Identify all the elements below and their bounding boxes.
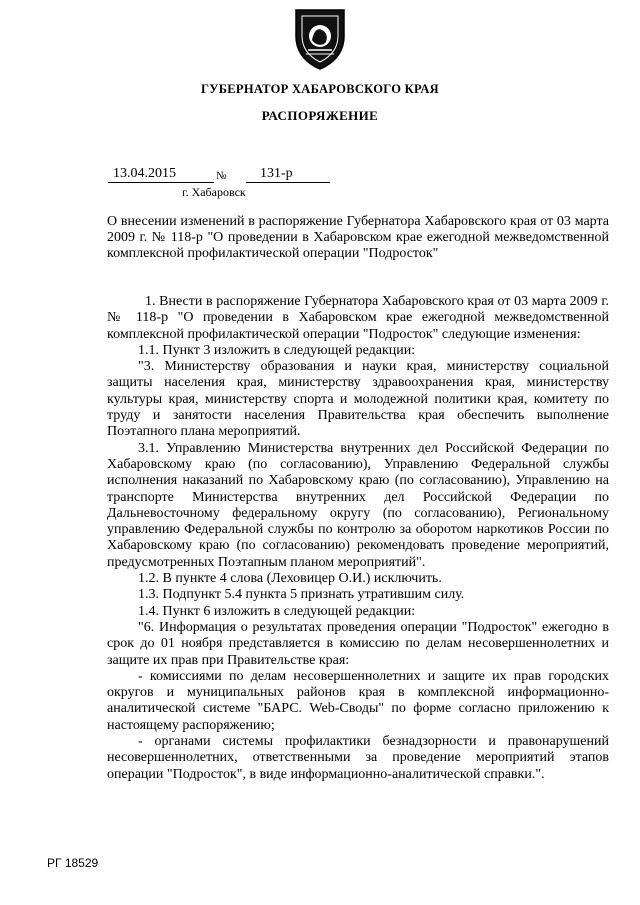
document-city: г. Хабаровск xyxy=(182,185,246,199)
document-number: 131-р xyxy=(246,166,330,183)
footer-registry-code: РГ 18529 xyxy=(47,856,99,870)
paragraph-1: 1. Внести в распоряжение Губернатора Хабаровского края от 03 марта 2009 г. № 118-р "О проведении в Хабаровском крае ежегодной межведомственной комплексной профилактической операции "Подросток" следующие изменения: xyxy=(107,294,609,342)
paragraph-1-2: 1.2. В пункте 4 слова (Леховицер О.И.) исключить. xyxy=(138,571,442,587)
paragraph-point-6: "6. Информация о результатах проведения операции "Подросток" ежегодно в срок до 01 ноября представляется в комиссию по делам несовершеннолетних и защите их прав при Правительстве края: xyxy=(107,619,609,668)
coat-of-arms-emblem xyxy=(288,6,352,72)
number-sign: № xyxy=(216,170,227,182)
document-date: 13.04.2015 xyxy=(108,166,214,183)
document-type-title: РАСПОРЯЖЕНИЕ xyxy=(261,108,379,123)
paragraph-1-1: 1.1. Пункт 3 изложить в следующей редакции: xyxy=(138,342,416,358)
paragraph-point-6-item-2: - органами системы профилактики безнадзорности и правонарушений несовершеннолетних, ответственными за проведение мероприятий этапов операции "Подросток", в виде информационно-аналитической справки.". xyxy=(107,734,609,782)
paragraph-1-4: 1.4. Пункт 6 изложить в следующей редакции: xyxy=(138,603,416,619)
paragraph-1-3: 1.3. Подпункт 5.4 пункта 5 признать утратившим силу. xyxy=(138,587,465,603)
document-body xyxy=(107,294,609,783)
authority-title: ГУБЕРНАТОР ХАБАРОВСКОГО КРАЯ xyxy=(200,82,440,96)
paragraph-point-6-item-1: - комиссиями по делам несовершеннолетних и защите их прав городских округов и муниципальных районов края в комплексной информационно-аналитической системе "БАРС. Web-Своды" по форме согласно приложению к настоящему распоряжению; xyxy=(107,668,609,733)
paragraph-point-3-1: 3.1. Управлению Министерства внутренних дел Российской Федерации по Хабаровскому краю (по согласованию), Управлению Федеральной службы исполнения наказаний по Хабаровскому краю (по согласованию), Управлению на транспорте Министерства внутренних дел Российской Федерации по Дальневосточному федеральному округу (по согласованию), Региональному управлению Федеральной службы по контролю за оборотом наркотиков России по Хабаровскому краю (по согласованию) рекомендовать проведение мероприятий, предусмотренных Поэтапным планом мероприятий". xyxy=(107,440,609,570)
document-subject: О внесении изменений в распоряжение Губернатора Хабаровского края от 03 марта 2009 г. № 118-р "О проведении в Хабаровском крае ежегодной межведомственной комплексной профилактической операции "Подросток" xyxy=(107,214,609,261)
paragraph-point-3: "3. Министерству образования и науки края, министерству социальной защиты населения края, министерству здравоохранения края, министерству культуры края, министерству спорта и молодежной политики края, комитету по труду и занятости населения Правительства края обеспечить выполнение Поэтапного плана мероприятий. xyxy=(107,359,609,440)
